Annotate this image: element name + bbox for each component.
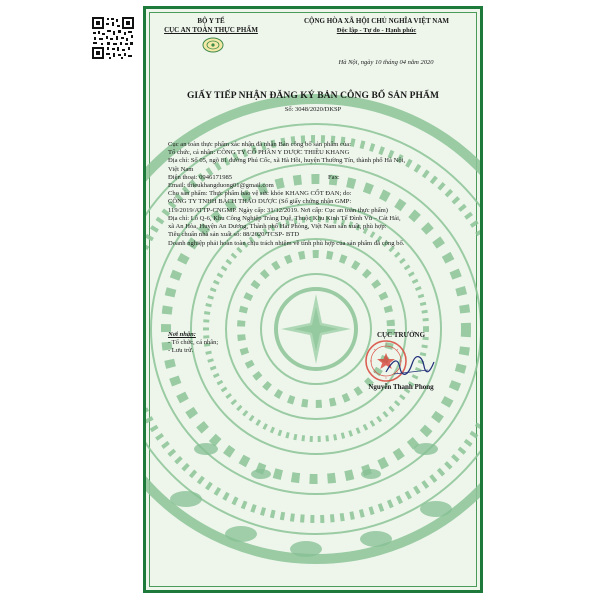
fax-line: Fax: <box>328 173 340 181</box>
intro-line: Cục an toàn thực phẩm xác nhận đã nhận Bản công bố sản phẩm của: <box>168 141 352 148</box>
agency-logo-icon <box>202 37 224 53</box>
manufacturer-line-1: CÔNG TY TNHH BÁCH THẢO DƯỢC (Số giấy chứng nhận GMP: <box>168 198 352 206</box>
address-line-2: Việt Nam <box>168 165 194 173</box>
ministry-name: BỘ Y TẾ <box>197 17 225 25</box>
organization-line: Tổ chức, cá nhân: CÔNG TY CỔ PHẦN Y DƯỢC THIỀU KHANG <box>168 149 350 157</box>
certificate-document <box>143 6 483 593</box>
phone-line: Điện thoại: 0946171985 <box>168 173 233 181</box>
document-title: GIẤY TIẾP NHẬN ĐĂNG KÝ BẢN CÔNG BỐ SẢN PHẨM <box>186 91 440 101</box>
signer-title: CỤC TRƯỞNG <box>376 331 426 339</box>
address-line-1: Địa chỉ: Số 05, ngõ 81 đường Phú Cốc, xã Hà Hồi, huyện Thường Tín, thành phố Hà Nội, <box>168 157 406 165</box>
recipient-item: - Lưu trữ. <box>168 347 194 354</box>
national-header <box>274 17 479 35</box>
issuing-agency <box>156 17 266 35</box>
manufacturer-address-line-2: xã An Hòa, Huyện An Dương, Thành phố Hải Phòng, Việt Nam sản xuất, phù hợp: <box>168 223 387 231</box>
recipients-label: Nơi nhận: <box>168 331 196 338</box>
handwritten-signature-icon <box>384 354 436 378</box>
qr-code <box>91 16 135 60</box>
email-line: Email: thieukhangduong01@gmail.com <box>168 182 274 190</box>
country-name: CỘNG HÒA XÃ HỘI CHỦ NGHĨA VIỆT NAM <box>303 17 449 25</box>
agency-name: CỤC AN TOÀN THỰC PHẨM <box>164 26 258 34</box>
national-motto: Độc lập - Tự do - Hạnh phúc <box>336 27 417 34</box>
product-line: Cho sản phẩm: Thực phẩm bảo vệ sức khỏe KHANG CỐT ĐAN; do: <box>168 190 352 198</box>
manufacturer-address-line-1: Địa chỉ: Lô Q-6, Khu Công Nghiệp Tràng Duệ, Thuộc Khu Kinh Tế Đình Vũ – Cát Hải, <box>168 214 401 222</box>
signer-name: Nguyễn Thanh Phong <box>368 383 434 391</box>
document-number: Số: 3048/2020/DKSP <box>284 106 342 113</box>
document-body <box>168 141 468 249</box>
recipients-block <box>168 331 288 355</box>
responsibility-line: Doanh nghiệp phải hoàn toàn chịu trách nhiệm về tính phù hợp của sản phẩm đã công bố. <box>168 240 405 248</box>
issue-date: Hà Nội, ngày 10 tháng 04 năm 2020 <box>338 59 434 66</box>
standard-line: Tiêu chuẩn nhà sản xuất số: 88/2020/TCSP- BTD <box>168 231 300 239</box>
recipient-item: - Tổ chức, cá nhân; <box>168 339 219 346</box>
manufacturer-line-2: 119/2019/ATTP-CNGMP. Ngày cấp: 31/12/2019. Nơi cấp: Cục an toàn thực phẩm) <box>168 206 388 214</box>
contact-row <box>168 174 468 182</box>
